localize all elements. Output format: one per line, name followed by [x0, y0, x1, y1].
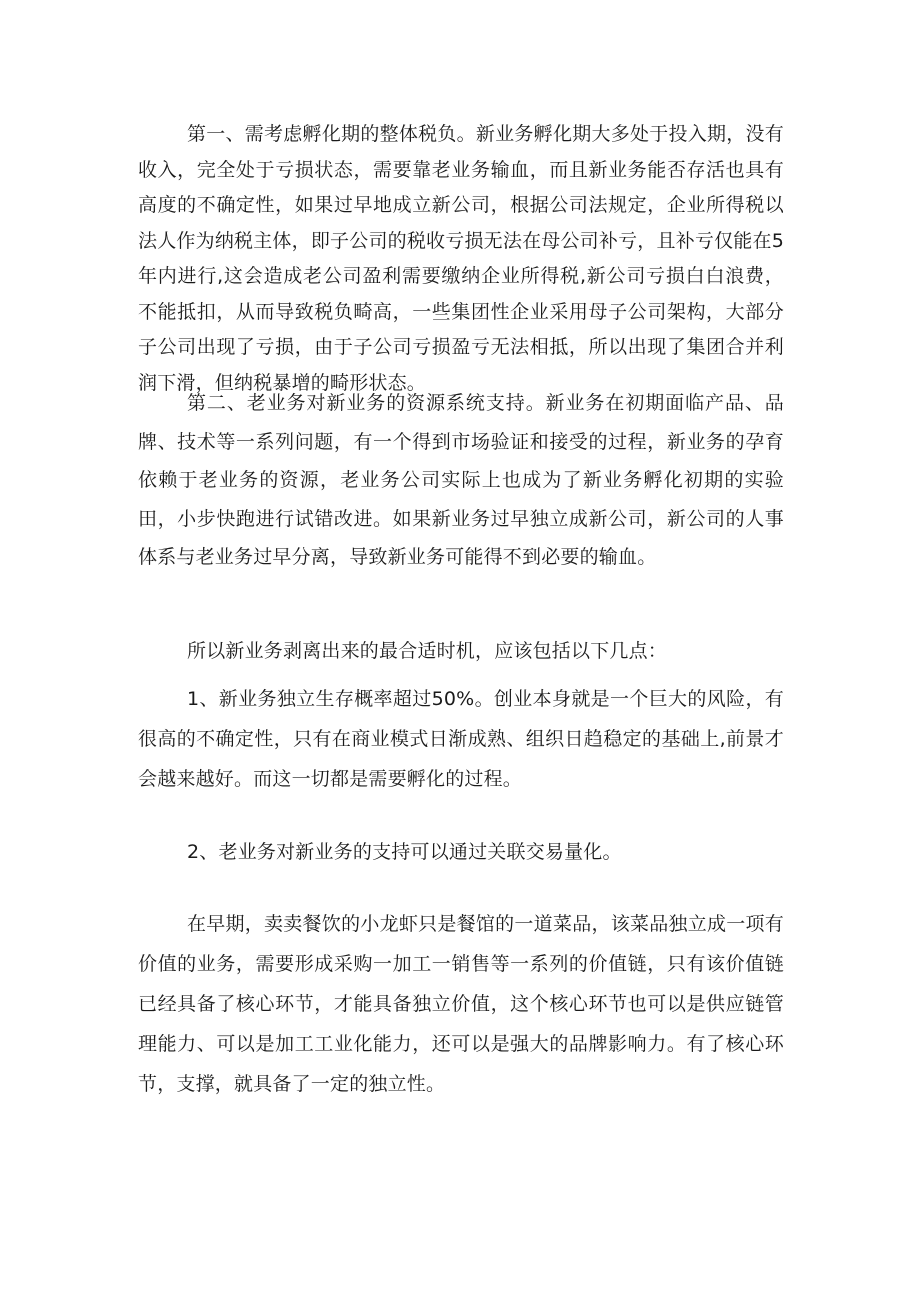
paragraph-timing-intro: 所以新业务剥离出来的最合适时机，应该包括以下几点： — [187, 640, 668, 662]
paragraph-tax-burden: 第一、需考虑孵化期的整体税负。新业务孵化期大多处于投入期，没有收入，完全处于亏损状态，需要靠老业务输血，而且新业务能否存活也具有高度的不确定性，如果过早地成立新公司，根据公司法规定，企业所得税以法人作为纳税主体，即子公司的税收亏损无法在母公司补亏，且补亏仅能在5年内进行,这会造成老公司盈利需要缴纳企业所得税,新公司亏损白白浪费，不能抵扣，从而导致税负畸高，一些集团性企业采用母子公司架构，大部分子公司出现了亏损，由于子公司亏损盈亏无法相抵，所以出现了集团合并利润下滑，但纳税暴增的畸形状态。 — [138, 123, 784, 394]
paragraph-resource-support: 第二、老业务对新业务的资源系统支持。新业务在初期面临产品、品牌、技术等一系列问题，有一个得到市场验证和接受的过程，新业务的孕育依赖于老业务的资源，老业务公司实际上也成为了新业务孵化初期的实验田，小步快跑进行试错改进。如果新业务过早独立成新公司，新公司的人事体系与老业务过早分离，导致新业务可能得不到必要的输血。 — [138, 392, 784, 568]
list-item-related-transactions: 2、老业务对新业务的支持可以通过关联交易量化。 — [187, 841, 622, 863]
list-item-survival-probability: 1、新业务独立生存概率超过50%。创业本身就是一个巨大的风险，有很高的不确定性，只有在商业模式日渐成熟、组织日趋稳定的基础上,前景才会越来越好。而这一切都是需要孵化的过程。 — [138, 688, 784, 790]
paragraph-crayfish-example: 在早期，卖卖餐饮的小龙虾只是餐馆的一道菜品，该菜品独立成一项有价值的业务，需要形成采购一加工一销售等一系列的价值链，只有该价值链已经具备了核心环节，才能具备独立价值，这个核心环节也可以是供应链管理能力、可以是加工工业化能力，还可以是强大的品牌影响力。有了核心环节，支撑，就具备了一定的独立性。 — [138, 913, 784, 1095]
